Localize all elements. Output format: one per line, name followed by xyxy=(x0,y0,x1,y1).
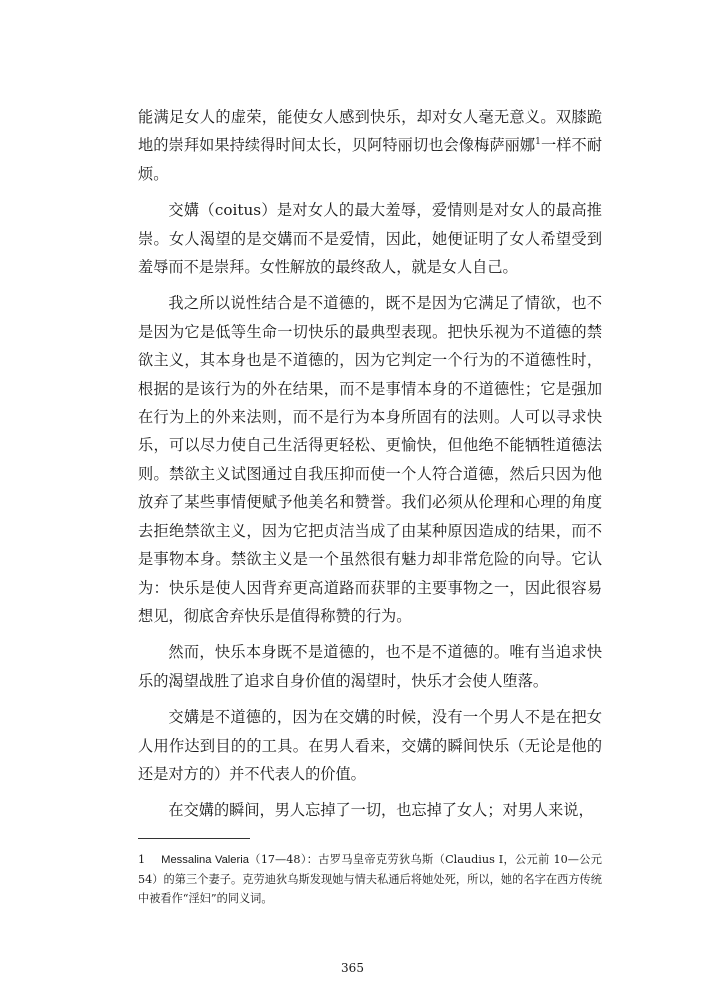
paragraph-2: 我之所以说性结合是不道德的，既不是因为它满足了情欲，也不是因为它是低等生命一切快乐的最典型表现。把快乐视为不道德的禁欲主义，其本身也是不道德的，因为它判定一个行为的不道德性时，根据的是该行为的外在结果，而不是事情本身的不道德性；它是强加在行为上的外来法则，而不是行为本身所固有的法则。人可以寻求快乐，可以尽力使自己生活得更轻松、更愉快，但他绝不能牺牲道德法则。禁欲主义试图通过自我压抑而使一个人符合道德，然后只因为他放弃了某些事情便赋予他美名和赞誉。我们必须从伦理和心理的角度去拒绝禁欲主义，因为它把贞洁当成了由某种原因造成的结果，而不是事物本身。禁欲主义是一个虽然很有魅力却非常危险的向导。它认为：快乐是使人因背弃更高道路而获罪的主要事物之一，因此很容易想见，彻底舍弃快乐是值得称赞的行为。 xyxy=(138,294,602,625)
paragraph-1: 交媾（coitus）是对女人的最大羞辱，爱情则是对女人的最高推崇。女人渴望的是交媾而不是爱情，因此，她便证明了女人希望受到羞辱而不是崇拜。女性解放的最终敌人，就是女人自己。 xyxy=(138,201,602,277)
page-number: 365 xyxy=(341,961,364,975)
paragraph-4: 交媾是不道德的，因为在交媾的时候，没有一个男人不是在把女人用作达到目的的工具。在男人看来，交媾的瞬间快乐（无论是他的还是对方的）并不代表人的价值。 xyxy=(138,708,602,783)
paragraph-3: 然而，快乐本身既不是道德的，也不是不道德的。唯有当追求快乐的渴望战胜了追求自身价值的渴望时，快乐才会使人堕落。 xyxy=(138,643,602,690)
footnote-reference: 1 xyxy=(535,137,541,148)
paragraph-0-text: 能满足女人的虚荣，能使女人感到快乐，却对女人毫无意义。双膝跪地的崇拜如果持续得时间太长，贝阿特丽切也会像梅萨丽娜 xyxy=(138,108,602,155)
footnote xyxy=(138,850,602,908)
paragraph-0-text-end: 一样不耐烦。 xyxy=(138,136,603,183)
footnote-divider xyxy=(138,838,250,839)
footnote-text: （17—48）：古罗马皇帝克劳狄乌斯（Claudius I，公元前 10—公元 54）的第三个妻子。克劳迪狄乌斯发现她与情夫私通后将她处死，所以，她的名字在西方传统中被看作“淫妇”的同义词。 xyxy=(138,853,602,905)
paragraph-5: 在交媾的瞬间，男人忘掉了一切，也忘掉了女人；对男人来说， xyxy=(168,801,594,820)
footnote-name: Messalina Valeria xyxy=(161,854,249,866)
body-text xyxy=(138,103,602,833)
footnote-number: 1 xyxy=(138,853,146,866)
paragraph-0 xyxy=(138,103,602,188)
